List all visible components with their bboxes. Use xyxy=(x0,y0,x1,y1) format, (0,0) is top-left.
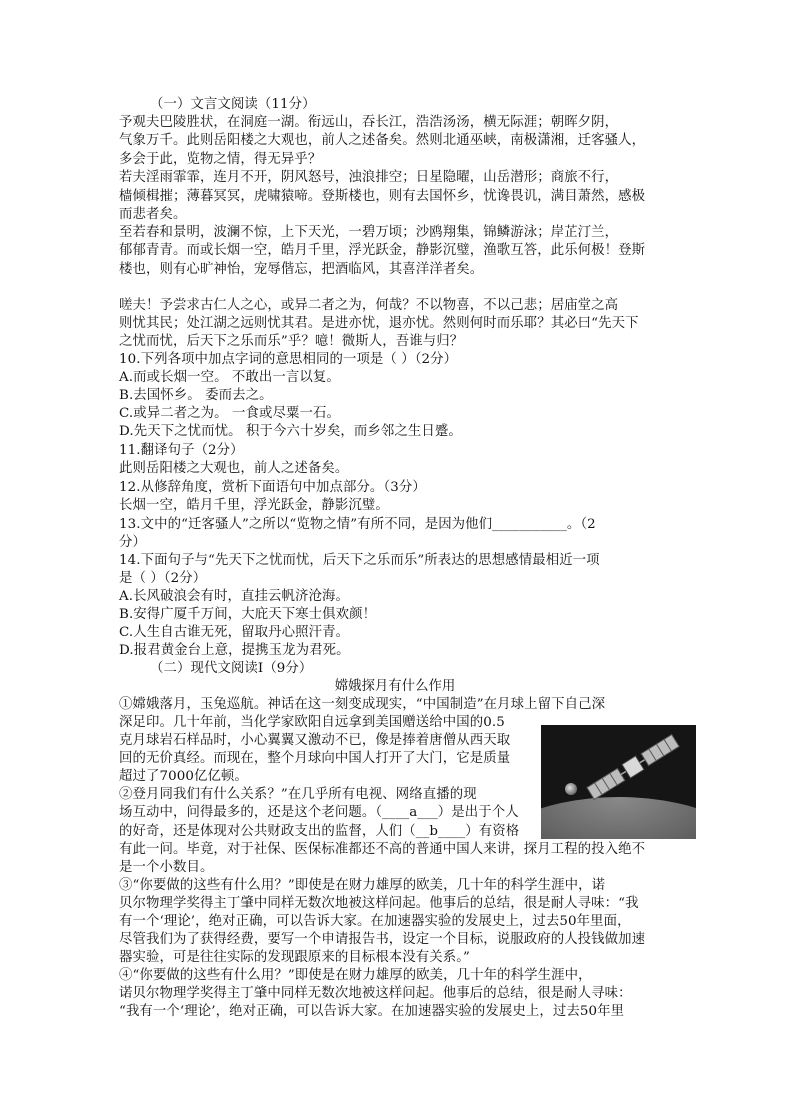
article-line: 贝尔物理学奖得主丁肇中同样无数次地被这样问起。他事后的总结，很是耐人寻味：“我 xyxy=(119,896,639,911)
question-line: 14.下面句子与“先天下之忧而忧，后天下之乐而乐”所表达的思想感情最相近一项 xyxy=(119,553,600,568)
passage-line: 气象万千。此则岳阳楼之大观也，前人之述备矣。然则北通巫峡，南极潇湘，迁客骚人， xyxy=(119,133,646,148)
question-line: C.或异二者之为。 一食或尽粟一石。 xyxy=(119,406,340,421)
question-line: 分） xyxy=(119,535,146,550)
satellite-icon xyxy=(541,725,696,839)
passage-line: 则忧其民；处江湖之远则忧其君。是进亦忧，退亦忧。然则何时而乐耶？其必曰“先天下 xyxy=(119,316,639,331)
question-line: 11.翻译句子（2分） xyxy=(119,443,244,458)
section2-heading: （二）现代文阅读Ⅰ（9分） xyxy=(150,661,313,676)
passage-line: 至若春和景明，波澜不惊，上下天光，一碧万顷；沙鸥翔集，锦鳞游泳；岸芷汀兰， xyxy=(119,225,619,240)
article-line: 克月球岩石样品时，小心翼翼又激动不已，像是捧着唐僧从西天取 xyxy=(119,733,511,748)
passage-line: 之忧而忧，后天下之乐而乐”乎？噫！微斯人，吾谁与归？ xyxy=(119,334,464,349)
question-line: C.人生自古谁无死，留取丹心照汗青。 xyxy=(119,625,350,640)
article-title: 嫦娥探月有什么作用 xyxy=(334,679,456,694)
passage-line: 予观夫巴陵胜状，在洞庭一湖。衔远山，吞长江，浩浩汤汤，横无际涯；朝晖夕阴， xyxy=(119,115,619,130)
passage-line: 而悲者矣。 xyxy=(119,207,187,222)
article-line: 有此一问。毕竟，对于社保、医保标准都还不高的普通中国人来讲，探月工程的投入绝不 xyxy=(119,842,646,857)
question-line: 12.从修辞角度，赏析下面语句中加点部分。（3分） xyxy=(119,480,426,495)
article-line: 回的无价真经。而现在，整个月球向中国人打开了大门，它是质量 xyxy=(119,751,511,766)
article-line: “我有一个‘理论’，绝对正确，可以告诉大家。在加速器实验的发展史上，过去50年里 xyxy=(119,1004,625,1019)
article-line: 的好奇，还是体现对公共财政支出的监督，人们（__b____）有资格 xyxy=(119,824,520,839)
article-line: ③“你要做的这些有什么用？”即使是在财力雄厚的欧美，几十年的科学生涯中，诺 xyxy=(119,878,606,893)
question-line: A.而或长烟一空。 不敢出一言以复。 xyxy=(119,370,340,385)
question-line: 长烟一空，皓月千里，浮光跃金，静影沉璧。 xyxy=(119,498,389,513)
article-line: 深足印。几十年前，当化学家欧阳自远拿到美国赠送给中国的0.5 xyxy=(119,715,505,730)
article-line: 有一个‘理论’，绝对正确，可以告诉大家。在加速器实验的发展史上，过去50年里面， xyxy=(119,914,631,929)
question-line: 13.文中的“迁客骚人”之所以“览物之情”有所不同，是因为他们___________。（2 xyxy=(119,517,596,532)
question-line: 此则岳阳楼之大观也，前人之述备矣。 xyxy=(119,461,349,476)
question-line: D.先天下之忧而忧。 积于今六十岁矣，而乡邻之生日蹙。 xyxy=(119,424,462,439)
question-line: 是（ ）（2分） xyxy=(119,571,207,586)
question-line: 10.下列各项中加点字词的意思相同的一项是（ ）（2分） xyxy=(119,352,458,367)
article-line: 器实验，可是往往实际的发现跟原来的目标根本没有关系。” xyxy=(119,950,470,965)
question-line: D.报君黄金台上意，提携玉龙为君死。 xyxy=(119,643,350,658)
article-line: 诺贝尔物理学奖得主丁肇中同样无数次地被这样问起。他事后的总结，很是耐人寻味： xyxy=(119,986,632,1001)
passage-line: 嗟夫！予尝求古仁人之心，或异二者之为，何哉？不以物喜，不以己悲；居庙堂之高 xyxy=(119,298,619,313)
question-line: B.安得广厦千万间，大庇天下寒士俱欢颜！ xyxy=(119,607,377,622)
question-line: B.去国怀乡。 委而去之。 xyxy=(119,388,273,403)
passage-line: 若夫淫雨霏霏，连月不开，阴风怒号，浊浪排空；日星隐曜，山岳潜形；商旅不行， xyxy=(119,170,619,185)
article-line: ②登月同我们有什么关系？”在几乎所有电视、网络直播的现 xyxy=(119,787,477,802)
article-line: 场互动中，问得最多的，还是这个老问题。（____a___）是出于个人 xyxy=(119,805,519,820)
passage-line: 楼也，则有心旷神怡，宠辱偕忘，把酒临风，其喜洋洋者矣。 xyxy=(119,262,484,277)
question-line: A.长风破浪会有时，直挂云帆济沧海。 xyxy=(119,589,349,604)
passage-line: 樯倾楫摧；薄暮冥冥，虎啸猿啼。登斯楼也，则有去国怀乡，忧谗畏讥，满目萧然，感极 xyxy=(119,189,646,204)
satellite-over-moon-photo xyxy=(541,725,696,839)
article-line: 尽管我们为了获得经费，要写一个申请报告书，设定一个目标，说服政府的人投钱做加速 xyxy=(119,932,646,947)
article-line: ①嫦娥落月，玉兔巡航。神话在这一刻变成现实，“中国制造”在月球上留下自己深 xyxy=(119,697,606,712)
section1-heading: （一）文言文阅读（11分） xyxy=(150,97,316,112)
article-line: 是一个小数目。 xyxy=(119,860,214,875)
passage-line: 多会于此，览物之情，得无异乎？ xyxy=(119,152,322,167)
article-line: ④“你要做的这些有什么用？”即使是在财力雄厚的欧美，几十年的科学生涯中， xyxy=(119,968,592,983)
passage-line: 郁郁青青。而或长烟一空，皓月千里，浮光跃金，静影沉璧，渔歌互答，此乐何极！登斯 xyxy=(119,243,646,258)
article-line: 超过了7000亿亿顿。 xyxy=(119,769,248,784)
